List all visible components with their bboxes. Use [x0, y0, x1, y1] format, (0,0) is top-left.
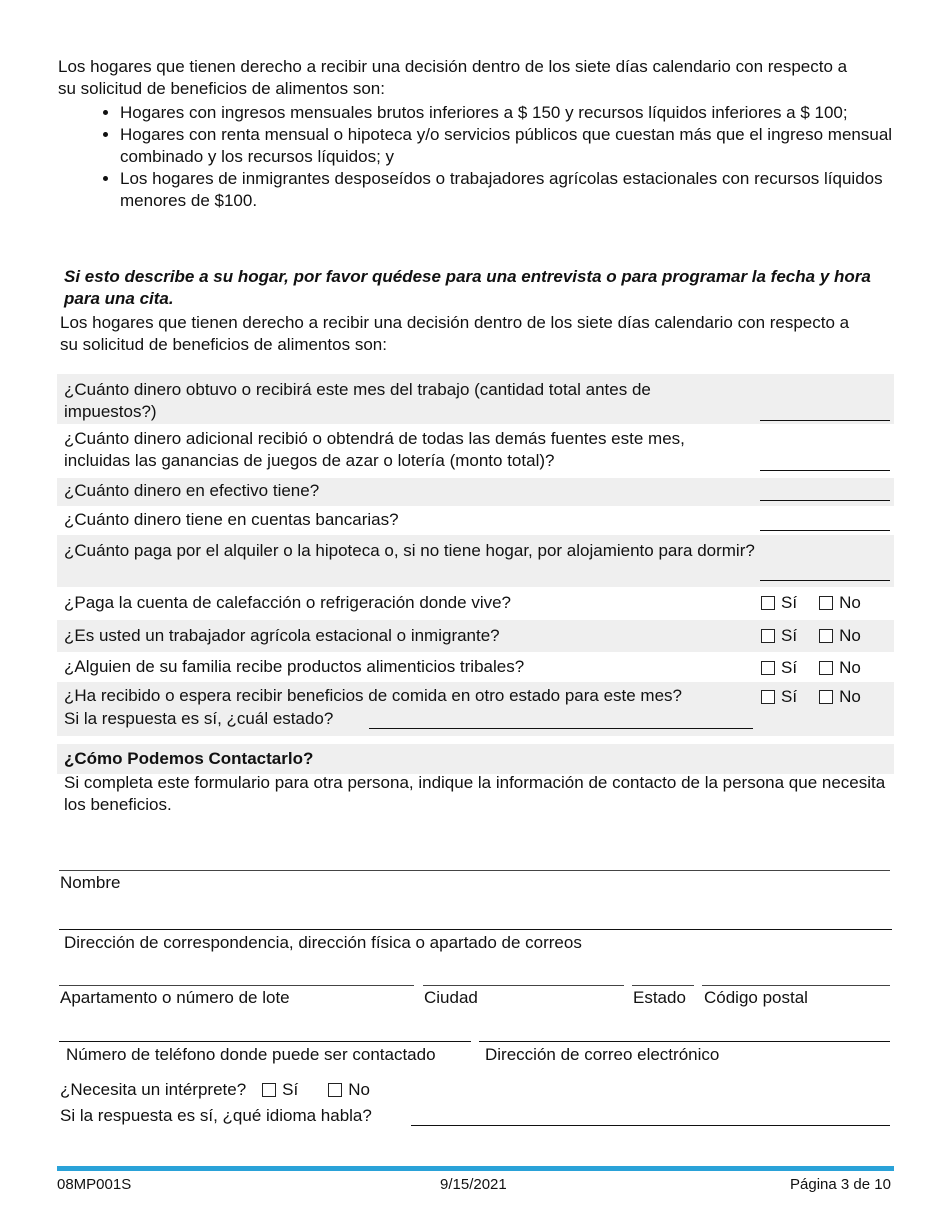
email-input[interactable]: [479, 1041, 890, 1042]
list-item: • Hogares con ingresos mensuales brutos inferiores a $ 150 y recursos líquidos inferiores a $ 100;: [120, 102, 920, 124]
question-row-other-state: [57, 682, 894, 736]
question-row-bank: [57, 508, 894, 536]
state-input[interactable]: [632, 985, 694, 986]
language-input[interactable]: [411, 1125, 890, 1126]
address-input[interactable]: [59, 929, 892, 930]
no-label: No: [348, 1080, 370, 1099]
question-row-tribal: [57, 653, 894, 681]
city-label: Ciudad: [424, 988, 478, 1007]
seasonal-yes-no: [761, 625, 883, 647]
phone-label: Número de teléfono donde puede ser contactado: [66, 1045, 436, 1064]
no-label: No: [839, 593, 861, 612]
city-input[interactable]: [423, 985, 624, 986]
seasonal-no-checkbox[interactable]: [819, 629, 833, 643]
tribal-yes-checkbox[interactable]: [761, 661, 775, 675]
form-date: 9/15/2021: [440, 1176, 507, 1193]
question-row-cash: [57, 478, 894, 506]
intro-text: Los hogares que tienen derecho a recibir una decisión dentro de los siete días calendario con respecto a su solicitud de beneficios de alimentos son:: [58, 57, 848, 98]
apt-input[interactable]: [59, 985, 414, 986]
rent-input[interactable]: [760, 580, 890, 581]
bank-input[interactable]: [760, 530, 890, 531]
interpreter-no-checkbox[interactable]: [328, 1083, 342, 1097]
apt-label: Apartamento o número de lote: [60, 988, 290, 1007]
question-label: ¿Cuánto dinero en efectivo tiene?: [64, 481, 320, 500]
heating-no-checkbox[interactable]: [819, 596, 833, 610]
address-label: Dirección de correspondencia, dirección física o apartado de correos: [64, 933, 582, 952]
contact-heading-bar: [57, 744, 894, 774]
zip-input[interactable]: [702, 985, 890, 986]
interpreter-question: ¿Necesita un intérprete?: [60, 1080, 247, 1099]
heating-yes-no: [761, 592, 883, 614]
question-label: ¿Cuánto dinero tiene en cuentas bancarias?: [64, 510, 399, 529]
list-item: • Hogares con renta mensual o hipoteca y/o servicios públicos que cuestan más que el ingreso mensual combinado y los recursos líquidos; y: [120, 124, 920, 168]
yes-label: Sí: [781, 626, 798, 645]
yes-label: Sí: [781, 593, 798, 612]
question-row-rent: [57, 535, 894, 587]
form-id: 08MP001S: [57, 1176, 132, 1193]
other-state-no-checkbox[interactable]: [819, 690, 833, 704]
other-income-input[interactable]: [760, 470, 890, 471]
question-row-heating: [57, 589, 894, 619]
contact-note: Si completa este formulario para otra persona, indique la información de contacto de la persona que necesita los beneficios.: [64, 773, 886, 814]
name-input[interactable]: [59, 870, 890, 871]
zip-label: Código postal: [704, 988, 808, 1007]
which-state-input[interactable]: [369, 728, 753, 729]
question-row-other-income: [57, 426, 894, 476]
no-label: No: [839, 687, 861, 706]
interpreter-row: [60, 1079, 370, 1101]
yes-label: Sí: [781, 658, 798, 677]
seasonal-yes-checkbox[interactable]: [761, 629, 775, 643]
other-state-yes-checkbox[interactable]: [761, 690, 775, 704]
yes-label: Sí: [282, 1080, 299, 1099]
state-label: Estado: [633, 988, 686, 1007]
tribal-no-checkbox[interactable]: [819, 661, 833, 675]
email-label: Dirección de correo electrónico: [485, 1045, 720, 1064]
name-label: Nombre: [60, 873, 121, 892]
phone-input[interactable]: [59, 1041, 471, 1042]
question-row-work-income: [57, 374, 894, 424]
question-label: ¿Paga la cuenta de calefacción o refrigeración donde vive?: [64, 593, 512, 612]
question-row-seasonal: [57, 620, 894, 652]
no-label: No: [839, 626, 861, 645]
interpreter-yes-checkbox[interactable]: [262, 1083, 276, 1097]
page-number: Página 3 de 10: [790, 1176, 891, 1193]
other-state-yes-no: [761, 686, 883, 708]
tribal-yes-no: [761, 657, 883, 679]
language-question: Si la respuesta es sí, ¿qué idioma habla?: [60, 1106, 372, 1125]
eligibility-list: [100, 102, 920, 212]
question-label: ¿Cuánto dinero obtuvo o recibirá este mes del trabajo (cantidad total antes de impuestos?): [64, 380, 651, 421]
heating-yes-checkbox[interactable]: [761, 596, 775, 610]
contact-heading: ¿Cómo Podemos Contactarlo?: [64, 749, 314, 768]
emphasis-note: Si esto describe a su hogar, por favor quédese para una entrevista o para programar la fecha y hora para una cita.: [64, 267, 871, 308]
which-state-label: Si la respuesta es sí, ¿cuál estado?: [64, 709, 334, 728]
intro-text-repeat: Los hogares que tienen derecho a recibir una decisión dentro de los siete días calendario con respecto a su solicitud de beneficios de alimentos son:: [60, 313, 850, 354]
yes-label: Sí: [781, 687, 798, 706]
cash-input[interactable]: [760, 500, 890, 501]
footer-divider: [57, 1166, 894, 1171]
question-label: ¿Cuánto dinero adicional recibió o obtendrá de todas las demás fuentes este mes, incluidas las ganancias de juegos de azar o lotería (monto total)?: [64, 429, 685, 470]
question-label: ¿Cuánto paga por el alquiler o la hipoteca o, si no tiene hogar, por alojamiento para dormir?: [64, 541, 755, 560]
work-income-input[interactable]: [760, 420, 890, 421]
question-label: ¿Ha recibido o espera recibir beneficios de comida en otro estado para este mes?: [64, 686, 683, 705]
question-label: ¿Es usted un trabajador agrícola estacional o inmigrante?: [64, 626, 500, 645]
question-label: ¿Alguien de su familia recibe productos alimenticios tribales?: [64, 657, 525, 676]
no-label: No: [839, 658, 861, 677]
list-item: • Los hogares de inmigrantes desposeídos o trabajadores agrícolas estacionales con recursos líquidos menores de $100.: [120, 168, 920, 212]
